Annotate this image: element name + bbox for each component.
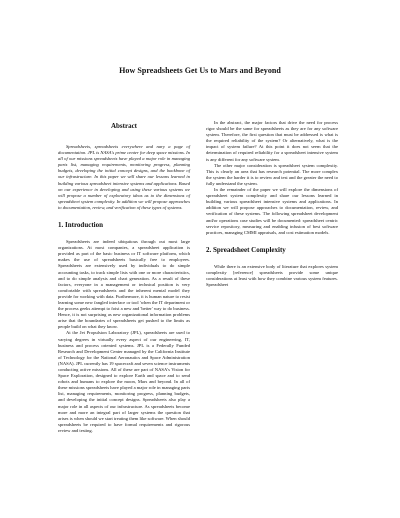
section-2-heading: 2. Spreadsheet Complexity — [206, 245, 286, 254]
section-1-heading: 1. Introduction — [58, 221, 103, 230]
section-1-body-continued — [206, 120, 338, 236]
abstract-heading: Abstract — [110, 122, 138, 130]
abstract-section — [58, 144, 190, 211]
section-2-body — [206, 264, 338, 288]
section-2-paragraph: While there is an extensive body of literature that explores system complexity [reference] spreadsheets provide some unique considerations at least with how they combine various system features. Spreadsheet — [206, 263, 338, 288]
section-1-body — [58, 239, 190, 434]
left-column — [58, 120, 190, 434]
section-1-paragraph: In the abstract, the major factors that drive the need for process rigor should be the same for spreadsheets as they are for any software system. Therefore, the first question that must be addressed is what is the required reliability of the system? Or alternatively, what is the impact of system failure? At this point it does not seem that the determination of required reliability for a spreadsheet intensive system is any different for any software system. — [206, 120, 338, 162]
section-1-paragraph: In the remainder of the paper we will explore the dimensions of spreadsheet system complexity and share our lessons learned in building various spreadsheet intensive systems and applications. In addition we will propose approaches to documentation, review, and verification of these systems. The following spreadsheet development and/or operations case studies will be documented: spreadsheet centric service repository, measuring and enabling infusion of best software practices, managing CMMI appraisals, and cost estimation models. — [206, 187, 338, 235]
paper-title: How Spreadsheets Get Us to Mars and Beyond — [119, 66, 281, 75]
section-1-paragraph: At the Jet Propulsion Laboratory (JPL), spreadsheets are used to varying degrees in virtually every aspect of our engineering, IT, business and process oriented systems. JPL is a Federally Funded Research and Development Center managed by the California Institute of Technology for the National Aeronautics and Space Administration (NASA). JPL currently has 19 spacecraft and seven science instruments conducting active missions. All of these are part of NASA's Vision for Space Exploration, designed to explore Earth and space and to send robots and humans to explore the moon, Mars and beyond. In all of these missions spreadsheets have played a major role in managing parts list, managing requirements, monitoring progress, planning budgets, and developing the initial concept designs. Spreadsheets also play a major role in all aspects of our infrastructure. As spreadsheets become more and more an integral part of larger systems the question that arises is when should we start treating them like software. When should spreadsheets be required to have formal requirements and rigorous review and testing. — [58, 330, 190, 433]
section-1-paragraph: Spreadsheets are indeed ubiquitous through out most large organizations. At most companies, a spreadsheet application is provided as part of the basic business or IT software platform, which makes the use of spreadsheets basically free to employees. Spreadsheets are extensively used by individuals to do simple accounting tasks, to track simple lists with one or more characteristics, and to do simple analysis and chart generation. As a result of these factors, everyone in a management or technical position is very comfortable with spreadsheets and the inherent mental model they provide for working with data. Furthermore, it is human nature to resist learning some new fangled interface or tool 'when the IT department or the process geeks attempt to foist a new and 'better' way to do business. Hence, it is not surprising as new organizational information problems arise that the boundaries of spreadsheets get pushed to the limits as people build on what they know. — [58, 239, 190, 330]
right-column — [206, 120, 338, 288]
section-1-paragraph: The other major consideration is spreadsheet system complexity. This is clearly an area that has research potential. The more complex the system the harder it is to review and test and the greater the need to fully understand the system. — [206, 162, 338, 186]
abstract-text: Spreadsheets, spreadsheets everywhere and nary a page of documentation. JPL is NASA's prime center for deep space missions. In all of our missions spreadsheets have played a major role in managing parts list, managing requirements, monitoring progress, planning budgets, developing the initial concept designs, and the backbone of our infrastructure. In this paper we will share our lessons learned in building various spreadsheet intensive systems and applications. Based on our experience in developing and using these various systems we will propose a number of exploratory ideas as to the dimensions of spreadsheet system complexity. In addition we will propose approaches to documentation, review, and verification of these types of systems. — [58, 144, 190, 210]
